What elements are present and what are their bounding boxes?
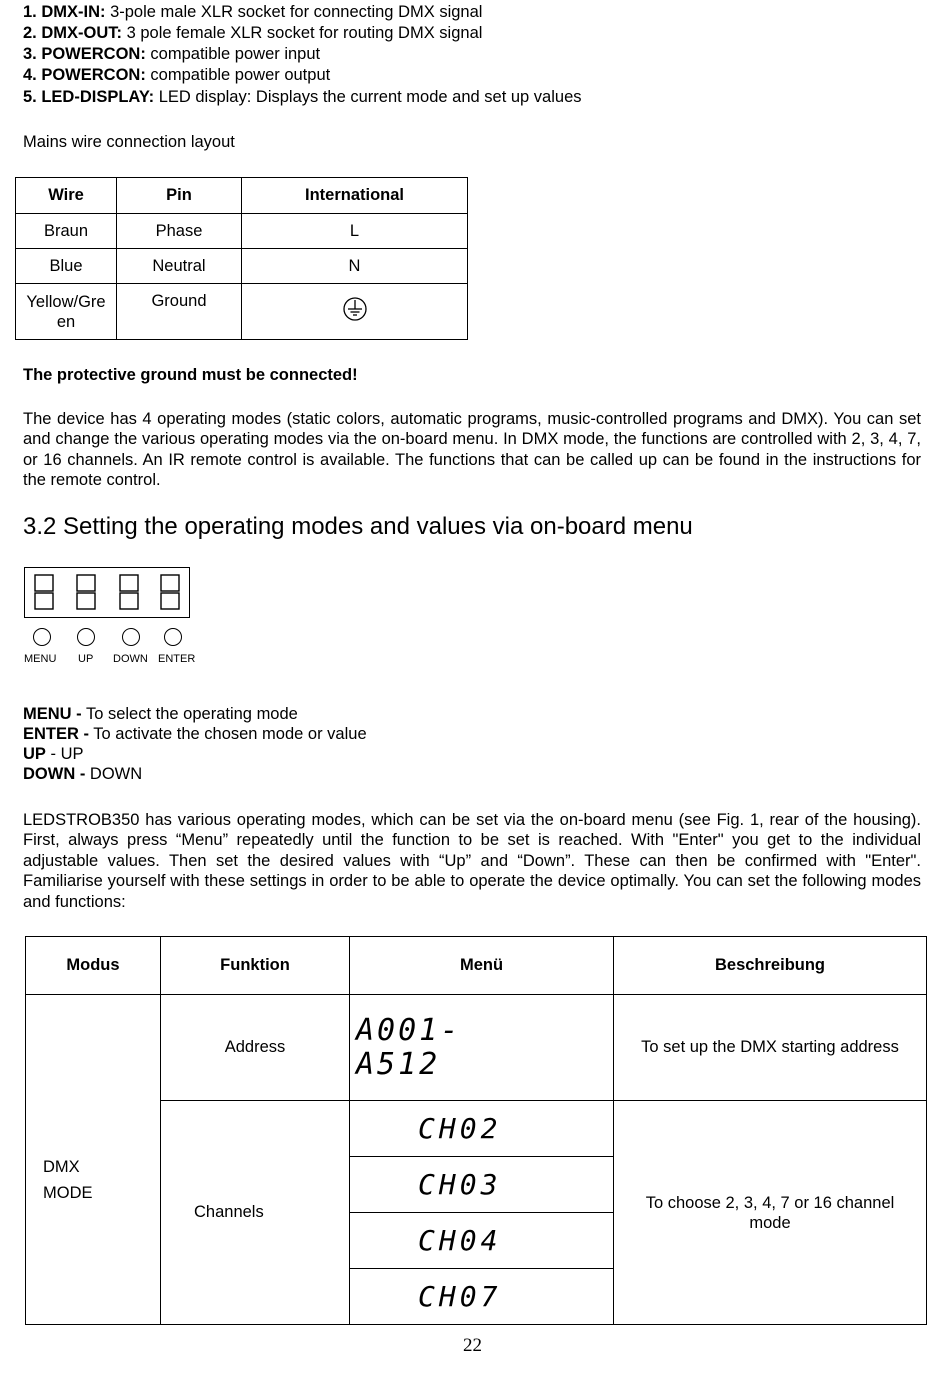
intro-paragraph: The device has 4 operating modes (static colors, automatic programs, music-controlled programs and DMX). You can set and change the various operating modes via the on-board menu. In DMX mode, the functions are controlled with 2, 3, 4, 7, or 16 channels. An IR remote control is available. The functions that can be called up can be found in the instructions for the remote control.: [23, 410, 921, 490]
menu-button-icon: [33, 628, 51, 646]
menu-address-line: A001-: [356, 1012, 462, 1048]
desc-down: DOWN - DOWN: [23, 765, 143, 783]
modes-header-menu: Menü: [350, 937, 614, 995]
led-display-panel: [24, 567, 190, 618]
enter-button-label: ENTER: [158, 653, 196, 665]
section-heading: 3.2 Setting the operating modes and values via on-board menu: [23, 513, 693, 540]
desc-menu: MENU - To select the operating mode: [23, 705, 298, 723]
description-channels: To choose 2, 3, 4, 7 or 16 channel mode: [614, 1101, 927, 1325]
wire-cell-ground: [242, 284, 468, 340]
menu-channel: CH02: [350, 1101, 614, 1157]
wire-table: [15, 177, 468, 340]
menu-address-line: A512: [356, 1046, 441, 1082]
connector-item-3: 3. POWERCON: compatible power input: [23, 45, 321, 63]
up-button-label: UP: [78, 653, 94, 665]
wire-header-pin: Pin: [117, 178, 242, 214]
description-address: To set up the DMX starting address: [614, 995, 927, 1101]
up-button-icon: [77, 628, 95, 646]
wire-header-wire: Wire: [16, 178, 117, 214]
page-number: 22: [463, 1335, 482, 1356]
wire-cell: Blue: [16, 249, 117, 284]
mains-title: Mains wire connection layout: [23, 133, 235, 151]
modes-header-funktion: Funktion: [161, 937, 350, 995]
menu-channel: CH07: [350, 1269, 614, 1325]
connector-item-1: 1. DMX-IN: 3-pole male XLR socket for connecting DMX signal: [23, 3, 483, 21]
wire-cell: Ground: [117, 284, 242, 340]
connector-item-5: 5. LED-DISPLAY: LED display: Displays the current mode and set up values: [23, 88, 582, 106]
mode-line: DMX: [43, 1157, 80, 1176]
wire-header-international: International: [242, 178, 468, 214]
down-button-icon: [122, 628, 140, 646]
ground-warning: The protective ground must be connected!: [23, 366, 358, 384]
wire-cell: L: [242, 214, 468, 249]
connector-item-4: 4. POWERCON: compatible power output: [23, 66, 331, 84]
function-address: Address: [161, 995, 350, 1101]
wire-cell: Braun: [16, 214, 117, 249]
led-display-digits: [25, 568, 188, 616]
enter-button-icon: [164, 628, 182, 646]
mode-dmx-cell: [26, 995, 161, 1325]
menu-channel: CH03: [350, 1157, 614, 1213]
down-button-label: DOWN: [113, 653, 148, 665]
menu-channel: CH04: [350, 1213, 614, 1269]
modes-table: [25, 936, 927, 1325]
wire-cell: Phase: [117, 214, 242, 249]
mode-line: MODE: [43, 1183, 93, 1202]
menu-button-label: MENU: [24, 653, 57, 665]
earth-ground-icon: [342, 296, 368, 322]
modes-header-modus: Modus: [26, 937, 161, 995]
wire-cell: Yellow/Gre en: [16, 284, 117, 340]
menu-address-cell: [350, 995, 614, 1101]
function-channels: Channels: [161, 1101, 350, 1325]
wire-cell: Neutral: [117, 249, 242, 284]
desc-up: UP - UP: [23, 745, 84, 763]
desc-enter: ENTER - To activate the chosen mode or value: [23, 725, 367, 743]
connector-item-2: 2. DMX-OUT: 3 pole female XLR socket for routing DMX signal: [23, 24, 483, 42]
modes-header-beschreibung: Beschreibung: [614, 937, 927, 995]
wire-cell: N: [242, 249, 468, 284]
modes-paragraph: LEDSTROB350 has various operating modes, which can be set via the on-board menu (see Fig. 1, rear of the housing). First, always press “Menu” repeatedly until the function to be set is reached. With "Enter" you get to the individual adjustable values. Then set the desired values with “Up” and “Down”. These can then be confirmed with "Enter". Familiarise yourself with these settings in order to be able to operate the device optimally. You can set the following modes and functions:: [23, 811, 921, 911]
